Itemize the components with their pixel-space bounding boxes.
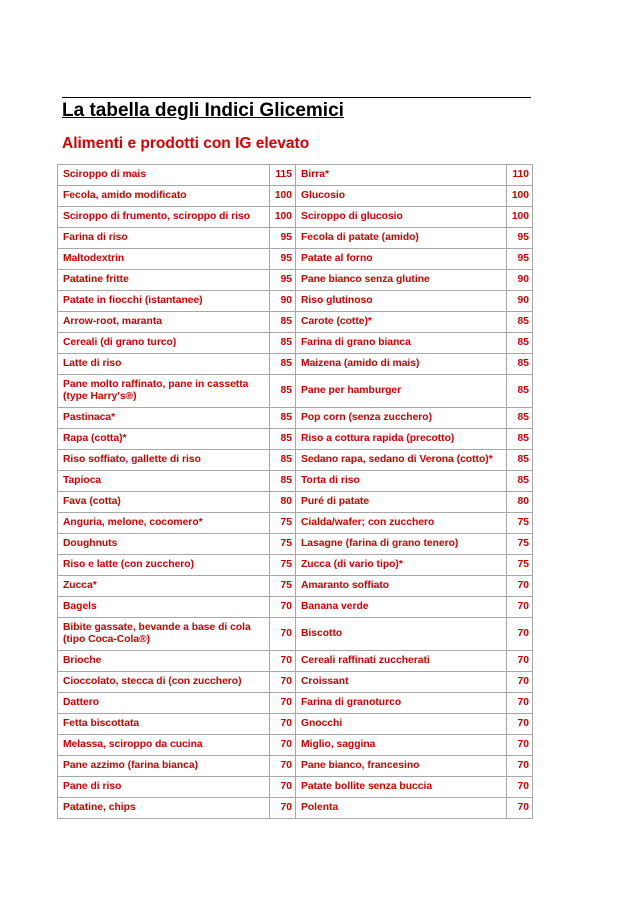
table-row <box>58 270 533 291</box>
food-name-cell: Latte di riso <box>58 354 270 375</box>
ig-value-cell: 85 <box>507 333 533 354</box>
food-name-cell: Croissant <box>296 672 507 693</box>
ig-value-cell: 75 <box>507 555 533 576</box>
ig-value-cell: 90 <box>507 270 533 291</box>
ig-value-cell: 70 <box>270 756 296 777</box>
ig-value-cell: 90 <box>270 291 296 312</box>
ig-value-cell: 85 <box>270 333 296 354</box>
table-row <box>58 576 533 597</box>
food-name-cell: Patatine, chips <box>58 798 270 819</box>
food-name-cell: Doughnuts <box>58 534 270 555</box>
table-row <box>58 756 533 777</box>
ig-value-cell: 70 <box>507 576 533 597</box>
food-name-cell: Tapioca <box>58 471 270 492</box>
food-name-cell: Cioccolato, stecca di (con zucchero) <box>58 672 270 693</box>
ig-value-cell: 100 <box>270 186 296 207</box>
ig-value-cell: 70 <box>507 672 533 693</box>
table-row <box>58 408 533 429</box>
ig-value-cell: 70 <box>270 618 296 651</box>
food-name-cell: Cereali raffinati zuccherati <box>296 651 507 672</box>
food-name-cell: Pane azzimo (farina bianca) <box>58 756 270 777</box>
food-name-cell: Pane molto raffinato, pane in cassetta (type Harry's®) <box>58 375 270 408</box>
food-name-cell: Pane per hamburger <box>296 375 507 408</box>
ig-value-cell: 90 <box>507 291 533 312</box>
food-name-cell: Patate al forno <box>296 249 507 270</box>
ig-value-cell: 95 <box>270 270 296 291</box>
ig-value-cell: 75 <box>270 576 296 597</box>
ig-value-cell: 70 <box>507 651 533 672</box>
food-name-cell: Cialda/wafer; con zucchero <box>296 513 507 534</box>
ig-value-cell: 95 <box>270 228 296 249</box>
table-row <box>58 492 533 513</box>
food-name-cell: Riso e latte (con zucchero) <box>58 555 270 576</box>
food-name-cell: Fava (cotta) <box>58 492 270 513</box>
food-name-cell: Riso glutinoso <box>296 291 507 312</box>
ig-value-cell: 70 <box>507 714 533 735</box>
ig-value-cell: 85 <box>270 375 296 408</box>
food-name-cell: Arrow-root, maranta <box>58 312 270 333</box>
table-row <box>58 375 533 408</box>
table-body <box>58 165 533 819</box>
table-row <box>58 291 533 312</box>
food-name-cell: Fecola, amido modificato <box>58 186 270 207</box>
table-row <box>58 312 533 333</box>
food-name-cell: Miglio, saggina <box>296 735 507 756</box>
food-name-cell: Dattero <box>58 693 270 714</box>
table-row <box>58 777 533 798</box>
ig-value-cell: 115 <box>270 165 296 186</box>
ig-value-cell: 70 <box>270 714 296 735</box>
table-row <box>58 618 533 651</box>
food-name-cell: Farina di grano bianca <box>296 333 507 354</box>
ig-value-cell: 100 <box>270 207 296 228</box>
table-row <box>58 534 533 555</box>
food-name-cell: Gnocchi <box>296 714 507 735</box>
food-name-cell: Maizena (amido di mais) <box>296 354 507 375</box>
food-name-cell: Patate in fiocchi (istantanee) <box>58 291 270 312</box>
ig-value-cell: 70 <box>270 672 296 693</box>
food-name-cell: Biscotto <box>296 618 507 651</box>
ig-value-cell: 75 <box>507 534 533 555</box>
food-name-cell: Sciroppo di frumento, sciroppo di riso <box>58 207 270 228</box>
table-row <box>58 735 533 756</box>
table-row <box>58 333 533 354</box>
food-name-cell: Bagels <box>58 597 270 618</box>
table-row <box>58 471 533 492</box>
ig-value-cell: 85 <box>270 354 296 375</box>
food-name-cell: Maltodextrin <box>58 249 270 270</box>
ig-value-cell: 85 <box>270 312 296 333</box>
food-name-cell: Banana verde <box>296 597 507 618</box>
ig-value-cell: 85 <box>270 429 296 450</box>
ig-value-cell: 70 <box>507 693 533 714</box>
ig-value-cell: 70 <box>507 735 533 756</box>
ig-value-cell: 80 <box>270 492 296 513</box>
table-row <box>58 249 533 270</box>
table-row <box>58 228 533 249</box>
food-name-cell: Melassa, sciroppo da cucina <box>58 735 270 756</box>
ig-value-cell: 100 <box>507 207 533 228</box>
ig-value-cell: 85 <box>507 450 533 471</box>
ig-value-cell: 85 <box>507 429 533 450</box>
ig-value-cell: 110 <box>507 165 533 186</box>
food-name-cell: Sedano rapa, sedano di Verona (cotto)* <box>296 450 507 471</box>
ig-value-cell: 70 <box>270 777 296 798</box>
ig-value-cell: 80 <box>507 492 533 513</box>
table-row <box>58 693 533 714</box>
food-name-cell: Farina di riso <box>58 228 270 249</box>
food-name-cell: Cereali (di grano turco) <box>58 333 270 354</box>
food-name-cell: Farina di granoturco <box>296 693 507 714</box>
ig-value-cell: 70 <box>507 798 533 819</box>
food-name-cell: Pane bianco, francesino <box>296 756 507 777</box>
food-name-cell: Riso soffiato, gallette di riso <box>58 450 270 471</box>
section-title: Alimenti e prodotti con IG elevato <box>62 135 310 152</box>
food-name-cell: Polenta <box>296 798 507 819</box>
ig-value-cell: 85 <box>270 450 296 471</box>
ig-value-cell: 70 <box>270 597 296 618</box>
ig-value-cell: 70 <box>270 735 296 756</box>
ig-value-cell: 85 <box>507 312 533 333</box>
food-name-cell: Pop corn (senza zucchero) <box>296 408 507 429</box>
food-name-cell: Sciroppo di glucosio <box>296 207 507 228</box>
table-row <box>58 354 533 375</box>
ig-value-cell: 85 <box>507 408 533 429</box>
ig-value-cell: 70 <box>270 798 296 819</box>
food-name-cell: Zucca* <box>58 576 270 597</box>
ig-value-cell: 70 <box>270 693 296 714</box>
ig-value-cell: 85 <box>507 354 533 375</box>
ig-value-cell: 75 <box>270 534 296 555</box>
glycemic-index-table <box>57 164 533 819</box>
table-row <box>58 651 533 672</box>
ig-value-cell: 70 <box>270 651 296 672</box>
food-name-cell: Zucca (di vario tipo)* <box>296 555 507 576</box>
food-name-cell: Lasagne (farina di grano tenero) <box>296 534 507 555</box>
food-name-cell: Bibite gassate, bevande a base di cola (tipo Coca-Cola®) <box>58 618 270 651</box>
table-row <box>58 672 533 693</box>
ig-value-cell: 85 <box>507 471 533 492</box>
table-row <box>58 513 533 534</box>
food-name-cell: Anguria, melone, cocomero* <box>58 513 270 534</box>
food-name-cell: Pastinaca* <box>58 408 270 429</box>
food-name-cell: Pane bianco senza glutine <box>296 270 507 291</box>
ig-value-cell: 95 <box>270 249 296 270</box>
ig-value-cell: 70 <box>507 618 533 651</box>
table-row <box>58 207 533 228</box>
food-name-cell: Birra* <box>296 165 507 186</box>
ig-value-cell: 95 <box>507 228 533 249</box>
ig-value-cell: 75 <box>270 555 296 576</box>
table-row <box>58 450 533 471</box>
ig-value-cell: 75 <box>507 513 533 534</box>
ig-value-cell: 85 <box>507 375 533 408</box>
table-row <box>58 714 533 735</box>
food-name-cell: Brioche <box>58 651 270 672</box>
ig-value-cell: 70 <box>507 756 533 777</box>
table-row <box>58 186 533 207</box>
food-name-cell: Fecola di patate (amido) <box>296 228 507 249</box>
food-name-cell: Riso a cottura rapida (precotto) <box>296 429 507 450</box>
ig-value-cell: 75 <box>270 513 296 534</box>
food-name-cell: Puré di patate <box>296 492 507 513</box>
table-row <box>58 165 533 186</box>
ig-value-cell: 70 <box>507 777 533 798</box>
page-title: La tabella degli Indici Glicemici <box>62 100 344 121</box>
food-name-cell: Patate bollite senza buccia <box>296 777 507 798</box>
table-row <box>58 798 533 819</box>
food-name-cell: Rapa (cotta)* <box>58 429 270 450</box>
ig-value-cell: 100 <box>507 186 533 207</box>
table-row <box>58 429 533 450</box>
food-name-cell: Glucosio <box>296 186 507 207</box>
table-row <box>58 597 533 618</box>
food-name-cell: Pane di riso <box>58 777 270 798</box>
food-name-cell: Fetta biscottata <box>58 714 270 735</box>
table-row <box>58 555 533 576</box>
ig-value-cell: 70 <box>507 597 533 618</box>
food-name-cell: Amaranto soffiato <box>296 576 507 597</box>
ig-value-cell: 85 <box>270 471 296 492</box>
food-name-cell: Carote (cotte)* <box>296 312 507 333</box>
ig-value-cell: 95 <box>507 249 533 270</box>
food-name-cell: Patatine fritte <box>58 270 270 291</box>
food-name-cell: Torta di riso <box>296 471 507 492</box>
food-name-cell: Sciroppo di mais <box>58 165 270 186</box>
ig-value-cell: 85 <box>270 408 296 429</box>
top-rule <box>62 97 531 98</box>
